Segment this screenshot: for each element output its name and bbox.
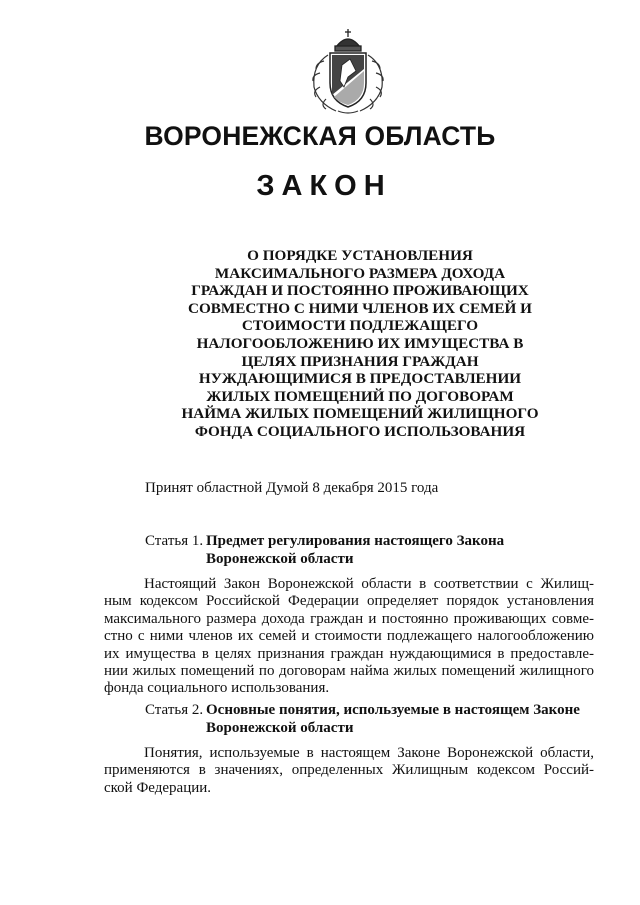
coat-of-arms-icon [298,25,398,117]
article-2-text [104,745,594,797]
title-line: ЖИЛЫХ ПОМЕЩЕНИЙ ПО ДОГОВОРАМ [206,387,514,405]
title-line: ГРАЖДАН И ПОСТОЯННО ПРОЖИВАЮЩИХ [191,282,529,300]
title-line: СОВМЕСТНО С НИМИ ЧЛЕНОВ ИХ СЕМЕЙ И [188,299,532,317]
text-line: ской Федерации. [104,779,212,796]
text-line: максимального размера дохода граждан и постоянно проживающих совме- [104,610,594,627]
text-line: Настоящий Закон Воронежской области в соответствии с Жилищ- [144,576,594,592]
document-type: ЗАКОН [256,170,392,202]
article-title-line: Предмет регулирования настоящего Закона [206,533,505,549]
law-title [140,247,580,441]
title-line: НУЖДАЮЩИМИСЯ В ПРЕДОСТАВЛЕНИИ [198,370,522,388]
title-line: ЦЕЛЯХ ПРИЗНАНИЯ ГРАЖДАН [241,352,479,370]
article-title-line: Воронежской области [206,719,354,736]
text-line: фонда социального использования. [104,680,330,697]
title-line: НАЙМА ЖИЛЫХ ПОМЕЩЕНИЙ ЖИЛИЩНОГО [181,405,539,423]
title-line: ФОНДА СОЦИАЛЬНОГО ИСПОЛЬЗОВАНИЯ [194,422,526,440]
text-line: применяются в значениях, определенных Жилищным кодексом Россий- [104,762,594,779]
title-line: О ПОРЯДКЕ УСТАНОВЛЕНИЯ [247,247,473,264]
article-title-line: Воронежской области [206,550,354,567]
article-1-text [104,576,594,698]
text-line: нии жилых помещений по договорам найма жилых помещений жилищного [104,662,594,679]
text-line: их имущества в целях признания граждан нуждающимися в предоставле- [104,645,594,662]
title-line: МАКСИМАЛЬНОГО РАЗМЕРА ДОХОДА [214,264,506,282]
text-line: Понятия, используемые в настоящем Законе Воронежской области, [144,745,594,761]
region-name: ВОРОНЕЖСКАЯ ОБЛАСТЬ [144,121,496,151]
title-line: НАЛОГООБЛОЖЕНИЮ ИХ ИМУЩЕСТВА В [196,334,524,352]
article-number: Статья 2. [145,702,204,718]
text-line: ным кодексом Российской Федерации определяет порядок установления [104,593,594,610]
title-line: СТОИМОСТИ ПОДЛЕЖАЩЕГО [241,317,479,335]
article-number: Статья 1. [145,533,204,549]
article-title-line: Основные понятия, используемые в настоящем Законе [206,702,580,718]
text-line: стно с ними членов их семей и стоимости подлежащего налогообложению [104,628,594,645]
adoption-date: Принят областной Думой 8 декабря 2015 года [145,480,439,496]
